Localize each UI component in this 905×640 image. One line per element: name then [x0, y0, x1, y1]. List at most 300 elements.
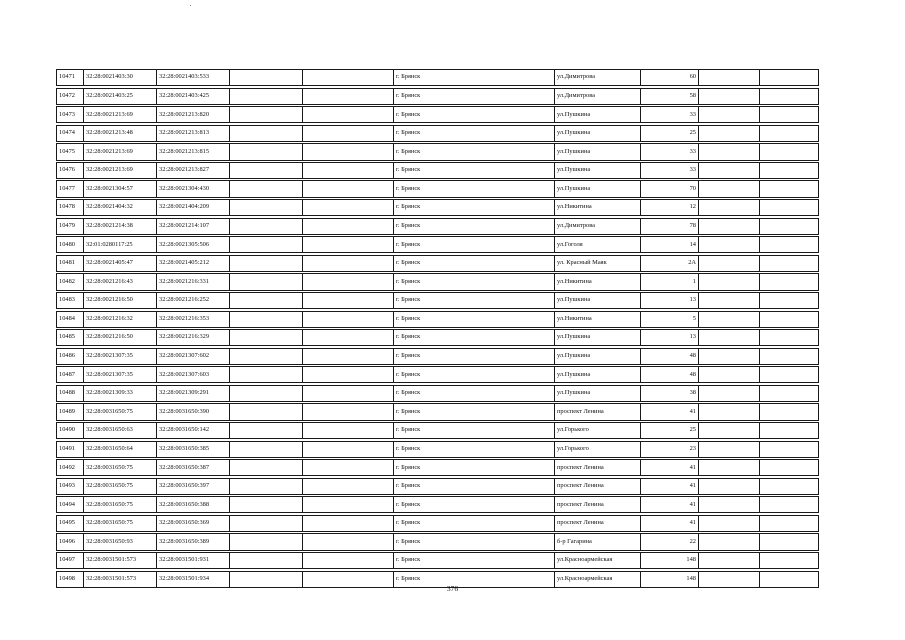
cell-parcel-cadastral-number: 32:28:0021403:30 — [84, 70, 157, 86]
cell-empty — [303, 200, 394, 216]
cell-empty — [760, 218, 819, 234]
table-row — [57, 478, 819, 494]
cell-parcel-cadastral-number: 32:28:0021214:38 — [84, 218, 157, 234]
cell-record-number: 10487 — [57, 367, 84, 383]
cell-object-cadastral-number: 32:28:0031650:397 — [157, 478, 230, 494]
cell-empty — [760, 515, 819, 531]
cell-house-number: 33 — [641, 107, 699, 123]
cell-house-number: 148 — [641, 553, 699, 569]
cell-empty — [230, 367, 303, 383]
cell-street: ул.Пушкина — [555, 181, 641, 197]
cell-empty — [699, 292, 760, 308]
cell-street: проспект Ленина — [555, 515, 641, 531]
cell-town: г. Брянск — [394, 348, 555, 364]
cell-parcel-cadastral-number: 32:28:0021213:69 — [84, 107, 157, 123]
cell-empty — [230, 385, 303, 401]
cell-empty — [699, 478, 760, 494]
cell-house-number: 78 — [641, 218, 699, 234]
cell-parcel-cadastral-number: 32:28:0031650:75 — [84, 515, 157, 531]
cell-empty — [230, 255, 303, 271]
property-registry-table — [56, 69, 819, 588]
cell-parcel-cadastral-number: 32:28:0031650:75 — [84, 404, 157, 420]
cell-parcel-cadastral-number: 32:28:0021304:57 — [84, 181, 157, 197]
cell-empty — [303, 88, 394, 104]
cell-parcel-cadastral-number: 32:28:0021405:47 — [84, 255, 157, 271]
cell-town: г. Брянск — [394, 497, 555, 513]
cell-record-number: 10482 — [57, 274, 84, 290]
cell-street: проспект Ленина — [555, 497, 641, 513]
cell-street: ул.Никитина — [555, 200, 641, 216]
cell-object-cadastral-number: 32:28:0021403:425 — [157, 88, 230, 104]
cell-object-cadastral-number: 32:28:0021309:291 — [157, 385, 230, 401]
cell-empty — [760, 497, 819, 513]
table-row — [57, 515, 819, 531]
cell-town: г. Брянск — [394, 311, 555, 327]
cell-empty — [699, 107, 760, 123]
cell-object-cadastral-number: 32:28:0031650:390 — [157, 404, 230, 420]
cell-empty — [303, 385, 394, 401]
cell-empty — [303, 497, 394, 513]
cell-town: г. Брянск — [394, 330, 555, 346]
cell-house-number: 41 — [641, 497, 699, 513]
cell-empty — [760, 478, 819, 494]
cell-parcel-cadastral-number: 32:28:0021213:48 — [84, 125, 157, 141]
cell-empty — [230, 181, 303, 197]
cell-town: г. Брянск — [394, 367, 555, 383]
cell-empty — [303, 534, 394, 550]
cell-empty — [760, 200, 819, 216]
cell-town: г. Брянск — [394, 534, 555, 550]
cell-record-number: 10490 — [57, 422, 84, 438]
cell-object-cadastral-number: 32:28:0021216:331 — [157, 274, 230, 290]
cell-street: ул.Пушкина — [555, 385, 641, 401]
cell-parcel-cadastral-number: 32:28:0031650:75 — [84, 478, 157, 494]
cell-house-number: 14 — [641, 237, 699, 253]
cell-town: г. Брянск — [394, 200, 555, 216]
cell-empty — [760, 292, 819, 308]
cell-empty — [303, 218, 394, 234]
cell-record-number: 10495 — [57, 515, 84, 531]
cell-empty — [699, 422, 760, 438]
cell-town: г. Брянск — [394, 218, 555, 234]
cell-parcel-cadastral-number: 32:28:0021216:32 — [84, 311, 157, 327]
cell-object-cadastral-number: 32:28:0031650:142 — [157, 422, 230, 438]
cell-town: г. Брянск — [394, 515, 555, 531]
cell-empty — [230, 534, 303, 550]
cell-object-cadastral-number: 32:28:0021214:107 — [157, 218, 230, 234]
cell-object-cadastral-number: 32:28:0021305:506 — [157, 237, 230, 253]
cell-empty — [230, 460, 303, 476]
cell-street: ул.Никитина — [555, 274, 641, 290]
cell-street: ул.Гоголя — [555, 237, 641, 253]
cell-empty — [699, 181, 760, 197]
cell-empty — [760, 181, 819, 197]
table-row — [57, 274, 819, 290]
cell-record-number: 10491 — [57, 441, 84, 457]
cell-empty — [760, 70, 819, 86]
cell-town: г. Брянск — [394, 274, 555, 290]
cell-house-number: 33 — [641, 144, 699, 160]
cell-empty — [760, 348, 819, 364]
cell-empty — [699, 385, 760, 401]
cell-empty — [230, 237, 303, 253]
table-row — [57, 330, 819, 346]
cell-empty — [303, 348, 394, 364]
table-row — [57, 125, 819, 141]
cell-record-number: 10492 — [57, 460, 84, 476]
cell-empty — [760, 255, 819, 271]
table-row — [57, 255, 819, 271]
cell-empty — [230, 422, 303, 438]
cell-object-cadastral-number: 32:28:0021213:827 — [157, 162, 230, 178]
cell-empty — [760, 125, 819, 141]
cell-record-number: 10481 — [57, 255, 84, 271]
cell-empty — [760, 534, 819, 550]
cell-parcel-cadastral-number: 32:28:0021307:35 — [84, 348, 157, 364]
cell-house-number: 23 — [641, 441, 699, 457]
cell-empty — [230, 144, 303, 160]
cell-empty — [760, 311, 819, 327]
cell-empty — [760, 553, 819, 569]
cell-town: г. Брянск — [394, 422, 555, 438]
cell-house-number: 70 — [641, 181, 699, 197]
cell-record-number: 10498 — [57, 571, 84, 587]
cell-parcel-cadastral-number: 32:28:0021404:32 — [84, 200, 157, 216]
cell-empty — [303, 422, 394, 438]
cell-empty — [303, 274, 394, 290]
cell-empty — [303, 515, 394, 531]
cell-house-number: 41 — [641, 404, 699, 420]
cell-house-number: 33 — [641, 162, 699, 178]
cell-record-number: 10489 — [57, 404, 84, 420]
cell-parcel-cadastral-number: 32:28:0021309:33 — [84, 385, 157, 401]
cell-empty — [699, 218, 760, 234]
cell-town: г. Брянск — [394, 181, 555, 197]
table-row — [57, 88, 819, 104]
cell-empty — [303, 460, 394, 476]
table-row — [57, 107, 819, 123]
cell-empty — [230, 330, 303, 346]
table-row — [57, 218, 819, 234]
cell-object-cadastral-number: 32:28:0021216:329 — [157, 330, 230, 346]
cell-record-number: 10471 — [57, 70, 84, 86]
cell-empty — [699, 311, 760, 327]
cell-object-cadastral-number: 32:28:0031650:385 — [157, 441, 230, 457]
cell-town: г. Брянск — [394, 385, 555, 401]
cell-street: ул.Димитрова — [555, 88, 641, 104]
cell-empty — [760, 441, 819, 457]
cell-empty — [230, 311, 303, 327]
table-row — [57, 200, 819, 216]
cell-object-cadastral-number: 32:28:0021213:820 — [157, 107, 230, 123]
cell-empty — [699, 534, 760, 550]
cell-empty — [230, 162, 303, 178]
cell-empty — [760, 385, 819, 401]
cell-empty — [760, 274, 819, 290]
cell-empty — [303, 478, 394, 494]
cell-empty — [303, 144, 394, 160]
scan-speck — [190, 5, 191, 6]
cell-house-number: 25 — [641, 422, 699, 438]
cell-street: ул.Пушкина — [555, 348, 641, 364]
cell-empty — [303, 237, 394, 253]
cell-house-number: 60 — [641, 70, 699, 86]
cell-object-cadastral-number: 32:28:0021307:603 — [157, 367, 230, 383]
cell-empty — [303, 367, 394, 383]
cell-record-number: 10479 — [57, 218, 84, 234]
cell-object-cadastral-number: 32:28:0021404:209 — [157, 200, 230, 216]
cell-object-cadastral-number: 32:28:0021304:430 — [157, 181, 230, 197]
cell-object-cadastral-number: 32:28:0021307:602 — [157, 348, 230, 364]
cell-house-number: 12 — [641, 200, 699, 216]
cell-empty — [303, 181, 394, 197]
cell-object-cadastral-number: 32:28:0031650:389 — [157, 534, 230, 550]
cell-record-number: 10480 — [57, 237, 84, 253]
cell-empty — [699, 88, 760, 104]
cell-town: г. Брянск — [394, 255, 555, 271]
cell-house-number: 2А — [641, 255, 699, 271]
cell-parcel-cadastral-number: 32:28:0021216:50 — [84, 292, 157, 308]
cell-empty — [699, 441, 760, 457]
cell-empty — [230, 515, 303, 531]
cell-street: ул.Пушкина — [555, 292, 641, 308]
cell-object-cadastral-number: 32:28:0021216:353 — [157, 311, 230, 327]
cell-record-number: 10472 — [57, 88, 84, 104]
cell-town: г. Брянск — [394, 144, 555, 160]
cell-record-number: 10496 — [57, 534, 84, 550]
cell-object-cadastral-number: 32:28:0021403:533 — [157, 70, 230, 86]
cell-street: ул.Красноармейская — [555, 553, 641, 569]
table-body — [57, 70, 819, 588]
cell-parcel-cadastral-number: 32:28:0031650:75 — [84, 460, 157, 476]
cell-town: г. Брянск — [394, 70, 555, 86]
cell-street: ул.Горького — [555, 441, 641, 457]
cell-empty — [230, 88, 303, 104]
cell-empty — [303, 441, 394, 457]
cell-parcel-cadastral-number: 32:28:0031650:63 — [84, 422, 157, 438]
cell-street: ул.Красноармейская — [555, 571, 641, 587]
cell-record-number: 10478 — [57, 200, 84, 216]
cell-empty — [303, 404, 394, 420]
cell-object-cadastral-number: 32:28:0031501:934 — [157, 571, 230, 587]
cell-empty — [760, 237, 819, 253]
table-row — [57, 441, 819, 457]
cell-record-number: 10486 — [57, 348, 84, 364]
cell-empty — [230, 497, 303, 513]
cell-town: г. Брянск — [394, 125, 555, 141]
cell-town: г. Брянск — [394, 553, 555, 569]
cell-record-number: 10475 — [57, 144, 84, 160]
table-row — [57, 553, 819, 569]
cell-town: г. Брянск — [394, 571, 555, 587]
cell-house-number: 58 — [641, 88, 699, 104]
cell-house-number: 41 — [641, 478, 699, 494]
cell-house-number: 13 — [641, 330, 699, 346]
cell-parcel-cadastral-number: 32:28:0031650:93 — [84, 534, 157, 550]
cell-object-cadastral-number: 32:28:0021216:252 — [157, 292, 230, 308]
cell-record-number: 10474 — [57, 125, 84, 141]
cell-object-cadastral-number: 32:28:0031650:387 — [157, 460, 230, 476]
cell-house-number: 41 — [641, 460, 699, 476]
cell-record-number: 10497 — [57, 553, 84, 569]
cell-parcel-cadastral-number: 32:28:0031501:573 — [84, 553, 157, 569]
cell-empty — [699, 144, 760, 160]
cell-object-cadastral-number: 32:28:0021213:813 — [157, 125, 230, 141]
cell-parcel-cadastral-number: 32:01:0280117:25 — [84, 237, 157, 253]
cell-town: г. Брянск — [394, 107, 555, 123]
table-row — [57, 385, 819, 401]
cell-empty — [760, 367, 819, 383]
table-row — [57, 460, 819, 476]
table-row — [57, 292, 819, 308]
cell-empty — [699, 200, 760, 216]
cell-empty — [230, 441, 303, 457]
cell-town: г. Брянск — [394, 88, 555, 104]
cell-parcel-cadastral-number: 32:28:0021213:69 — [84, 144, 157, 160]
table-row — [57, 162, 819, 178]
cell-town: г. Брянск — [394, 441, 555, 457]
cell-empty — [230, 70, 303, 86]
cell-parcel-cadastral-number: 32:28:0021213:69 — [84, 162, 157, 178]
cell-street: ул.Пушкина — [555, 367, 641, 383]
cell-street: ул. Красный Маяк — [555, 255, 641, 271]
cell-empty — [760, 330, 819, 346]
cell-empty — [699, 367, 760, 383]
cell-empty — [699, 348, 760, 364]
cell-street: ул.Пушкина — [555, 125, 641, 141]
cell-parcel-cadastral-number: 32:28:0021403:25 — [84, 88, 157, 104]
cell-street: ул.Пушкина — [555, 162, 641, 178]
cell-house-number: 25 — [641, 125, 699, 141]
cell-object-cadastral-number: 32:28:0031650:369 — [157, 515, 230, 531]
cell-empty — [760, 422, 819, 438]
table-row — [57, 534, 819, 550]
cell-record-number: 10477 — [57, 181, 84, 197]
cell-empty — [230, 404, 303, 420]
cell-street: ул.Пушкина — [555, 107, 641, 123]
cell-empty — [230, 125, 303, 141]
cell-empty — [760, 404, 819, 420]
cell-empty — [699, 404, 760, 420]
cell-street: проспект Ленина — [555, 404, 641, 420]
cell-empty — [699, 237, 760, 253]
table-row — [57, 497, 819, 513]
cell-empty — [230, 274, 303, 290]
cell-record-number: 10488 — [57, 385, 84, 401]
table-row — [57, 237, 819, 253]
cell-house-number: 148 — [641, 571, 699, 587]
cell-street: ул.Никитина — [555, 311, 641, 327]
cell-empty — [303, 255, 394, 271]
cell-empty — [303, 553, 394, 569]
cell-street: ул.Димитрова — [555, 218, 641, 234]
cell-empty — [230, 200, 303, 216]
cell-empty — [699, 553, 760, 569]
cell-empty — [303, 311, 394, 327]
cell-house-number: 48 — [641, 367, 699, 383]
cell-street: ул.Горького — [555, 422, 641, 438]
cell-empty — [699, 255, 760, 271]
cell-parcel-cadastral-number: 32:28:0021216:43 — [84, 274, 157, 290]
page-number: 376 — [446, 584, 459, 593]
cell-empty — [699, 125, 760, 141]
table-row — [57, 144, 819, 160]
cell-street: ул.Пушкина — [555, 144, 641, 160]
cell-house-number: 5 — [641, 311, 699, 327]
cell-house-number: 22 — [641, 534, 699, 550]
table-row — [57, 311, 819, 327]
cell-house-number: 38 — [641, 385, 699, 401]
cell-empty — [230, 348, 303, 364]
cell-record-number: 10485 — [57, 330, 84, 346]
cell-empty — [760, 162, 819, 178]
table-row — [57, 70, 819, 86]
cell-empty — [760, 144, 819, 160]
cell-record-number: 10476 — [57, 162, 84, 178]
cell-house-number: 48 — [641, 348, 699, 364]
cell-town: г. Брянск — [394, 404, 555, 420]
cell-object-cadastral-number: 32:28:0021213:815 — [157, 144, 230, 160]
table-row — [57, 367, 819, 383]
cell-empty — [699, 162, 760, 178]
table-row — [57, 422, 819, 438]
cell-parcel-cadastral-number: 32:28:0031501:573 — [84, 571, 157, 587]
cell-street: проспект Ленина — [555, 460, 641, 476]
cell-empty — [760, 88, 819, 104]
cell-empty — [699, 274, 760, 290]
cell-empty — [699, 70, 760, 86]
cell-empty — [230, 218, 303, 234]
cell-record-number: 10473 — [57, 107, 84, 123]
cell-parcel-cadastral-number: 32:28:0031650:75 — [84, 497, 157, 513]
cell-record-number: 10483 — [57, 292, 84, 308]
cell-record-number: 10494 — [57, 497, 84, 513]
cell-town: г. Брянск — [394, 162, 555, 178]
cell-empty — [303, 162, 394, 178]
cell-empty — [760, 107, 819, 123]
cell-object-cadastral-number: 32:28:0031650:388 — [157, 497, 230, 513]
cell-town: г. Брянск — [394, 460, 555, 476]
cell-empty — [230, 478, 303, 494]
cell-empty — [303, 125, 394, 141]
cell-house-number: 41 — [641, 515, 699, 531]
cell-empty — [230, 107, 303, 123]
cell-object-cadastral-number: 32:28:0021405:212 — [157, 255, 230, 271]
table-row — [57, 348, 819, 364]
cell-empty — [760, 460, 819, 476]
cell-empty — [699, 515, 760, 531]
cell-empty — [303, 292, 394, 308]
cell-town: г. Брянск — [394, 237, 555, 253]
cell-empty — [303, 107, 394, 123]
cell-empty — [303, 330, 394, 346]
cell-empty — [699, 497, 760, 513]
cell-street: ул.Димитрова — [555, 70, 641, 86]
cell-record-number: 10493 — [57, 478, 84, 494]
table-row — [57, 404, 819, 420]
table-row — [57, 181, 819, 197]
cell-parcel-cadastral-number: 32:28:0021307:35 — [84, 367, 157, 383]
cell-house-number: 13 — [641, 292, 699, 308]
cell-object-cadastral-number: 32:28:0031501:931 — [157, 553, 230, 569]
cell-empty — [230, 292, 303, 308]
cell-empty — [699, 460, 760, 476]
cell-parcel-cadastral-number: 32:28:0031650:64 — [84, 441, 157, 457]
cell-town: г. Брянск — [394, 478, 555, 494]
cell-parcel-cadastral-number: 32:28:0021216:50 — [84, 330, 157, 346]
cell-town: г. Брянск — [394, 292, 555, 308]
cell-street: ул.Пушкина — [555, 330, 641, 346]
